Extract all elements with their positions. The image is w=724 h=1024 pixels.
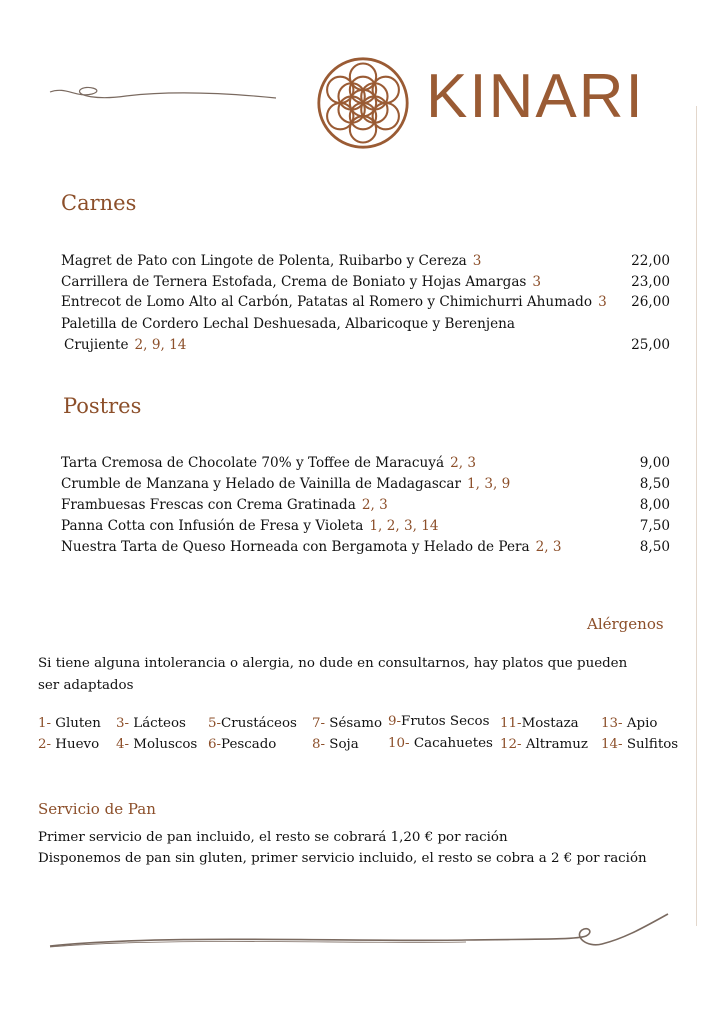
menu-item	[61, 474, 670, 494]
item-allergens: 1, 2, 3, 14	[369, 518, 439, 534]
bread-info-line: Primer servicio de pan incluido, el resto se cobrará 1,20 € por ración	[38, 830, 508, 845]
item-name: Tarta Cremosa de Chocolate 70% y Toffee de Maracuyá	[61, 455, 445, 471]
item-allergens: 3	[532, 274, 542, 290]
allergy-note-continued: ser adaptados	[38, 678, 134, 693]
menu-item	[61, 272, 670, 292]
flower-of-life-logo	[316, 56, 410, 150]
menu-item	[61, 453, 670, 473]
item-allergens: 3	[472, 253, 482, 269]
item-price: 26,00	[631, 294, 670, 310]
menu-item	[61, 495, 670, 515]
menu-item	[61, 314, 670, 356]
allergen-item: 1- Gluten	[38, 716, 101, 731]
section-title-postres: Postres	[63, 394, 142, 418]
item-name: Panna Cotta con Infusión de Fresa y Violeta	[61, 518, 364, 534]
item-allergens: 2, 9, 14	[134, 337, 187, 353]
menu-item	[61, 537, 670, 557]
brand-name: KINARI	[426, 62, 645, 131]
item-price: 9,00	[639, 455, 670, 471]
menu-item	[61, 251, 670, 271]
item-name: Crumble de Manzana y Helado de Vainilla de Madagascar	[61, 476, 462, 492]
item-price: 22,00	[631, 253, 670, 269]
item-allergens: 1, 3, 9	[467, 476, 511, 492]
right-divider	[696, 106, 697, 926]
item-price: 8,50	[639, 539, 670, 555]
decorative-swash-top	[46, 82, 278, 106]
allergy-note: Si tiene alguna intolerancia o alergia, no dude en consultarnos, hay platos que pueden	[38, 656, 628, 671]
item-name-continued: Crujiente	[64, 337, 129, 353]
decorative-swash-bottom	[46, 906, 670, 958]
allergen-item: 14- Sulfitos	[601, 737, 679, 752]
allergen-item: 10- Cacahuetes	[388, 736, 493, 751]
allergen-item: 4- Moluscos	[116, 737, 198, 752]
item-name: Paletilla de Cordero Lechal Deshuesada, Albaricoque y Berenjena	[61, 316, 515, 332]
allergen-item: 9-Frutos Secos	[388, 714, 490, 729]
bread-info-line: Disponemos de pan sin gluten, primer servicio incluido, el resto se cobra a 2 € por ración	[38, 851, 647, 866]
item-price: 23,00	[631, 274, 670, 290]
item-allergens: 2, 3	[450, 455, 477, 471]
menu-item	[61, 292, 670, 312]
item-allergens: 2, 3	[535, 539, 562, 555]
section-title-alergenos: Alérgenos	[587, 615, 664, 633]
allergen-item: 13- Apio	[601, 716, 658, 731]
item-name: Magret de Pato con Lingote de Polenta, Ruibarbo y Cereza	[61, 253, 467, 269]
allergen-item: 2- Huevo	[38, 737, 100, 752]
section-title-pan: Servicio de Pan	[38, 800, 156, 818]
allergen-item: 8- Soja	[312, 737, 359, 752]
item-price: 8,00	[639, 497, 670, 513]
allergen-item: 5-Crustáceos	[208, 716, 297, 731]
item-name: Nuestra Tarta de Queso Horneada con Bergamota y Helado de Pera	[61, 539, 530, 555]
section-title-carnes: Carnes	[61, 191, 137, 215]
allergen-item: 6-Pescado	[208, 737, 277, 752]
allergen-item: 11-Mostaza	[500, 716, 579, 731]
item-allergens: 2, 3	[361, 497, 388, 513]
allergen-item: 12- Altramuz	[500, 737, 588, 752]
item-price: 25,00	[631, 337, 670, 353]
menu-item	[61, 516, 670, 536]
item-allergens: 3	[598, 294, 607, 310]
item-name: Entrecot de Lomo Alto al Carbón, Patatas al Romero y Chimichurri Ahumado	[61, 294, 593, 310]
item-price: 7,50	[639, 518, 670, 534]
allergen-item: 7- Sésamo	[312, 716, 383, 731]
allergen-item: 3- Lácteos	[116, 716, 186, 731]
item-name: Carrillera de Ternera Estofada, Crema de Boniato y Hojas Amargas	[61, 274, 527, 290]
item-price: 8,50	[639, 476, 670, 492]
item-name: Frambuesas Frescas con Crema Gratinada	[61, 497, 356, 513]
